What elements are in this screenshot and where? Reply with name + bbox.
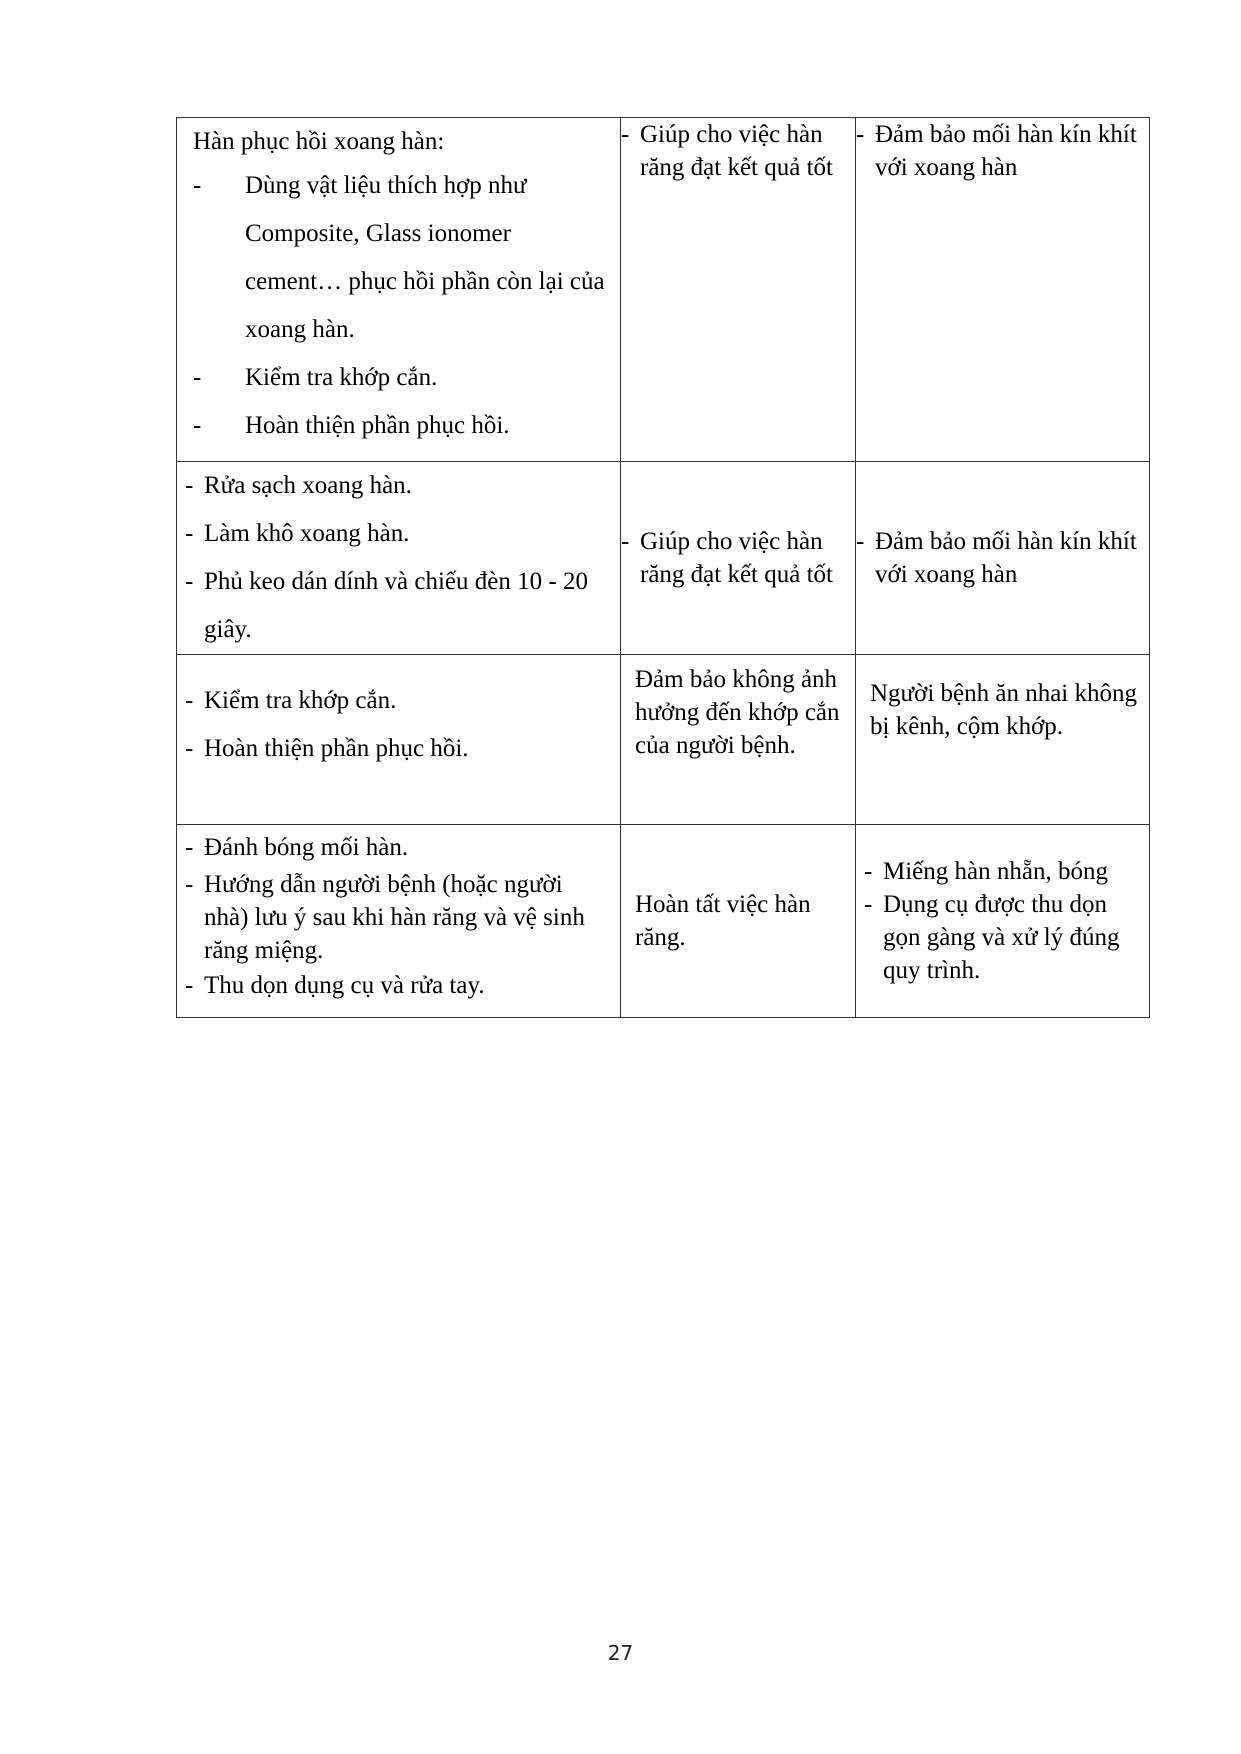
bullet-dash: - (864, 891, 873, 918)
table-row (177, 462, 1150, 655)
steps-list (193, 162, 612, 450)
bullet-dash: - (185, 687, 194, 714)
steps-cell (177, 462, 621, 655)
list-item (193, 402, 612, 450)
requirement-text: Đảm bảo mối hàn kín khít với xoang hàn (875, 121, 1137, 181)
bullet-dash: - (193, 172, 202, 199)
step-text: Kiểm tra khớp cắn. (204, 687, 397, 714)
steps-cell (177, 825, 621, 1018)
step-text: Phủ keo dán dính và chiếu đèn 10 - 20 giây. (204, 568, 588, 643)
step-text: Kiểm tra khớp cắn. (245, 364, 438, 391)
list-item (856, 525, 1149, 591)
steps-cell (177, 118, 621, 462)
requirement-text: Đảm bảo mối hàn kín khít với xoang hàn (875, 528, 1137, 588)
table-row (177, 655, 1150, 825)
table-row (177, 118, 1150, 462)
list-item (185, 462, 612, 510)
list-item (185, 677, 612, 725)
bullet-dash: - (185, 568, 194, 595)
bullet-dash: - (621, 121, 630, 148)
bullet-dash: - (185, 520, 194, 547)
purpose-cell (621, 825, 856, 1018)
requirement-text: Dụng cụ được thu dọn gọn gàng và xử lý đúng quy trình. (883, 891, 1120, 984)
bullet-dash: - (864, 858, 873, 885)
bullet-dash: - (185, 871, 194, 898)
bullet-dash: - (193, 412, 202, 439)
bullet-dash: - (856, 528, 865, 555)
list-item (185, 558, 612, 654)
purpose-text: Giúp cho việc hàn răng đạt kết quả tốt (640, 121, 833, 181)
purpose-cell (621, 118, 856, 462)
requirement-list (864, 855, 1143, 987)
bullet-dash: - (193, 364, 202, 391)
list-item (185, 868, 612, 967)
list-item (864, 888, 1143, 987)
list-item (185, 725, 612, 773)
list-item (621, 525, 855, 591)
requirement-text: Miếng hàn nhẵn, bóng (883, 858, 1108, 885)
step-text: Đánh bóng mối hàn. (204, 834, 409, 861)
procedure-table (176, 117, 1150, 1018)
purpose-list (621, 118, 855, 184)
list-item (193, 354, 612, 402)
step-text: Làm khô xoang hàn. (204, 520, 410, 547)
purpose-list (621, 525, 855, 591)
purpose-text: Giúp cho việc hàn răng đạt kết quả tốt (640, 528, 833, 588)
list-item (185, 510, 612, 558)
list-item (856, 118, 1149, 184)
purpose-cell (621, 462, 856, 655)
table-row (177, 825, 1150, 1018)
requirement-cell (856, 825, 1150, 1018)
list-item (185, 969, 612, 1002)
purpose-text: Đảm bảo không ảnh hưởng đến khớp cắn của người bệnh. (635, 666, 840, 759)
step-text: Rửa sạch xoang hàn. (204, 472, 412, 499)
list-item (185, 831, 612, 864)
purpose-text: Hoàn tất việc hàn răng. (635, 891, 811, 951)
steps-cell (177, 655, 621, 825)
step-text: Hoàn thiện phần phục hồi. (204, 735, 469, 762)
bullet-dash: - (185, 735, 194, 762)
list-item (621, 118, 855, 184)
bullet-dash: - (185, 472, 194, 499)
page-number: 27 (607, 1641, 634, 1665)
requirement-cell (856, 118, 1150, 462)
step-text: Dùng vật liệu thích hợp như Composite, Glass ionomer cement… phục hồi phần còn lại của xoang hàn. (245, 172, 605, 343)
step-text: Thu dọn dụng cụ và rửa tay. (204, 972, 485, 999)
requirement-cell (856, 655, 1150, 825)
requirement-list (856, 525, 1149, 591)
bullet-dash: - (856, 121, 865, 148)
list-item (864, 855, 1143, 888)
purpose-cell (621, 655, 856, 825)
step-text: Hướng dẫn người bệnh (hoặc người nhà) lưu ý sau khi hàn răng và vệ sinh răng miệng. (204, 871, 585, 964)
bullet-dash: - (621, 528, 630, 555)
bullet-dash: - (185, 972, 194, 999)
bullet-dash: - (185, 834, 194, 861)
steps-list (185, 677, 612, 773)
step-text: Hoàn thiện phần phục hồi. (245, 412, 510, 439)
steps-list (185, 462, 612, 654)
requirement-list (856, 118, 1149, 184)
list-item (193, 162, 612, 354)
steps-heading: Hàn phục hồi xoang hàn: (193, 128, 445, 155)
requirement-text: Người bệnh ăn nhai không bị kênh, cộm khớp. (870, 680, 1138, 740)
requirement-cell (856, 462, 1150, 655)
steps-list (185, 831, 612, 1002)
